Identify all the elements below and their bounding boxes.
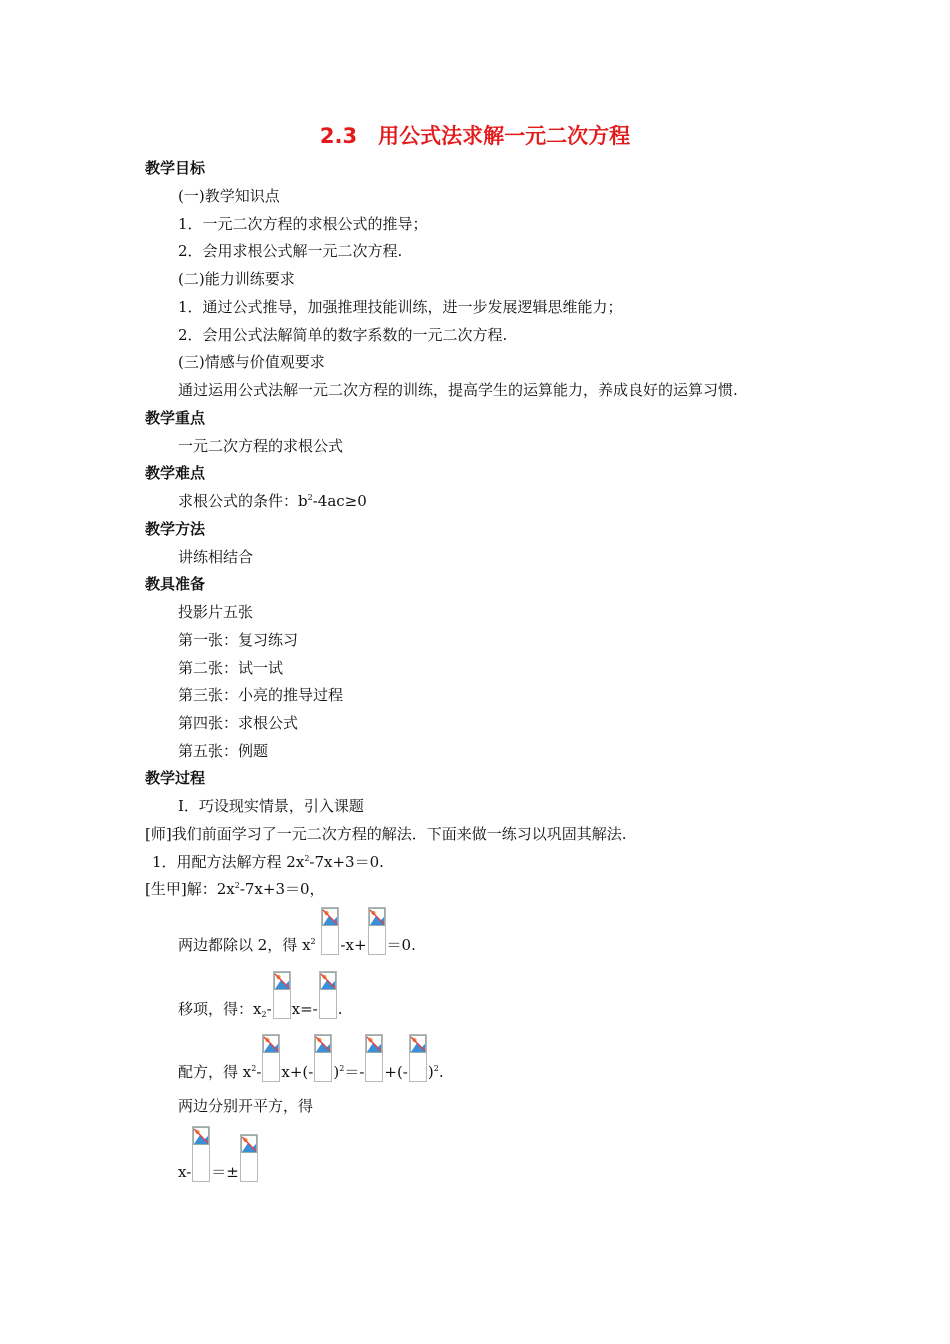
method-heading: 教学方法 [145,520,206,538]
tools-item: 第二张：试一试 [178,659,284,677]
goal3-heading: (三)情感与价值观要求 [178,353,325,371]
exercise1: 1．用配方法解方程 $2x^2-7x+3=0$. [152,853,384,871]
process-heading: 教学过程 [145,769,206,787]
process-step1: Ⅰ．巧设现实情景，引入课题 [178,797,364,815]
broken-image-icon [262,1034,280,1082]
tools-heading: 教具准备 [145,575,206,593]
goal2-item1: 1．通过公式推导，加强推理技能训练，进一步发展逻辑思维能力； [178,298,623,316]
step-sqrt: 两边分别开平方，得 [178,1097,314,1115]
tools-item: 投影片五张 [178,603,254,621]
broken-image-icon [368,907,386,955]
tools-item: 第三张：小亮的推导过程 [178,686,344,704]
page-title: 2.3 用公式法求解一元二次方程 [319,124,631,148]
tools-item: 第五张：例题 [178,742,269,760]
step-divide: 两边都除以 2，得 $x^2$ -x+ ＝0. [178,907,416,970]
broken-image-icon [314,1034,332,1082]
goal1-item1: 1．一元二次方程的求根公式的推导； [178,215,428,233]
goal3-text: 通过运用公式法解一元二次方程的训练，提高学生的运算能力，养成良好的运算习惯. [178,381,738,399]
goal2-heading: (二)能力训练要求 [178,270,295,288]
student-line: [生甲]解：$2x^2-7x+3=0$， [145,880,325,898]
key-heading: 教学重点 [145,409,206,427]
step-move: 移项，得：$x_2-$ x=- . [178,971,343,1034]
difficulty-heading: 教学难点 [145,464,206,482]
goal1-heading: (一)教学知识点 [178,187,280,205]
broken-image-icon [409,1034,427,1082]
tools-item: 第一张：复习练习 [178,631,299,649]
step-complete-square: 配方，得 $x^2-$ x+(- )$^2$＝- +(- )$^2$. [178,1034,444,1097]
tools-item: 第四张：求根公式 [178,714,299,732]
teacher-line: [师]我们前面学习了一元二次方程的解法．下面来做一练习以巩固其解法. [145,825,627,843]
goals-heading: 教学目标 [145,159,206,177]
broken-image-icon [319,971,337,1019]
broken-image-icon [321,907,339,955]
broken-image-icon [365,1034,383,1082]
broken-image-icon [240,1134,258,1182]
broken-image-icon [273,971,291,1019]
step-final: x- ＝± [178,1126,259,1200]
difficulty-text: 求根公式的条件：$b^2-4ac\ge 0$ [178,492,367,510]
broken-image-icon [192,1126,210,1182]
method-text: 讲练相结合 [178,548,254,566]
goal1-item2: 2．会用求根公式解一元二次方程. [178,242,403,260]
goal2-item2: 2．会用公式法解简单的数字系数的一元二次方程. [178,326,508,344]
key-text: 一元二次方程的求根公式 [178,437,344,455]
